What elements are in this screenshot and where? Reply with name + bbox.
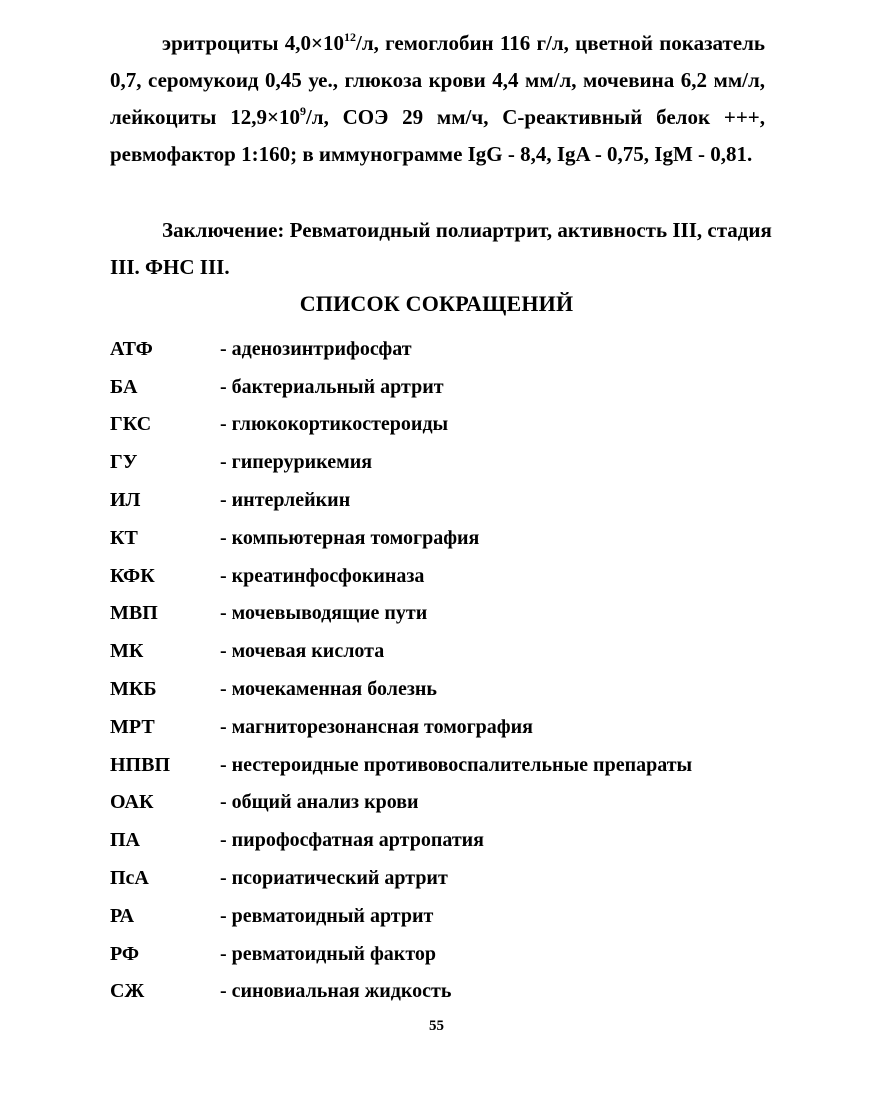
lab-results-paragraph [110,25,765,173]
abbreviation-definition: - мочевыводящие пути [220,602,428,625]
abbreviation-term: ГКС [110,413,152,436]
abbreviation-term: РА [110,904,135,927]
abbreviation-definition: - глюкокортикостероиды [220,413,449,436]
abbreviation-definition: - ревматоидный фактор [220,942,436,965]
abbreviation-definition: - креатинфосфокиназа [220,564,425,587]
abbreviation-term: НПВП [110,753,171,776]
conclusion-paragraph [110,212,772,286]
abbreviation-definition: - магниторезонансная томография [220,715,533,738]
abbreviation-term: ГУ [110,451,138,474]
abbreviation-definition: - общий анализ крови [220,791,419,814]
abbreviation-definition: - синовиальная жидкость [220,980,452,1003]
abbreviation-row [110,443,810,481]
abbreviation-row [110,406,810,444]
text-segment: /л, СОЭ 29 мм/ч, С-реактивный белок +++, [305,105,765,129]
superscript: 12 [343,30,356,44]
abbreviation-definition: - аденозинтрифосфат [220,337,412,360]
abbreviation-definition: - мочекаменная болезнь [220,678,437,701]
abbreviation-row [110,784,810,822]
abbreviation-term: МРТ [110,715,155,738]
abbreviation-row [110,519,810,557]
abbreviation-term: ОАК [110,791,154,814]
abbreviation-term: АТФ [110,337,153,360]
abbreviation-row [110,330,810,368]
abbreviation-row [110,632,810,670]
paragraph-line [110,99,765,136]
page-number: 55 [429,1018,444,1034]
paragraph-line [110,25,765,62]
abbreviation-definition: - компьютерная томография [220,526,480,549]
abbreviation-row [110,973,810,1011]
abbreviation-row [110,821,810,859]
abbreviation-definition: - нестероидные противовоспалительные препараты [220,753,693,776]
abbreviation-term: МК [110,640,144,663]
paragraph-line: III. ФНС III. [110,255,230,279]
abbreviation-term: КФК [110,564,155,587]
abbreviation-row [110,557,810,595]
paragraph-line: 0,7, серомукоид 0,45 уе., глюкоза крови 4,4 мм/л, мочевина 6,2 мм/л, [110,68,765,92]
abbreviation-definition: - бактериальный артрит [220,375,444,398]
abbreviation-row [110,481,810,519]
abbreviation-definition: - гиперурикемия [220,451,373,474]
abbreviation-definition: - мочевая кислота [220,640,385,663]
text-segment: лейкоциты 12,9×10 [110,105,300,129]
abbreviation-term: БА [110,375,138,398]
abbreviation-definition: - интерлейкин [220,489,351,512]
abbreviation-row [110,935,810,973]
abbreviation-row [110,859,810,897]
abbreviation-term: МКБ [110,678,157,701]
abbreviation-term: КТ [110,526,138,549]
abbreviation-definition: - пирофосфатная артропатия [220,829,484,852]
abbreviation-term: ПсА [110,867,149,890]
abbreviation-row [110,746,810,784]
abbreviation-definition: - ревматоидный артрит [220,904,434,927]
abbreviation-term: СЖ [110,980,145,1003]
abbreviation-list [110,330,810,1010]
abbreviation-row [110,595,810,633]
line-text [162,31,765,55]
abbreviation-term: ПА [110,829,140,852]
abbreviation-row [110,708,810,746]
paragraph-line: Заключение: Ревматоидный полиартрит, активность III, стадия [162,218,772,242]
abbreviation-term: РФ [110,942,140,965]
paragraph-line: ревмофактор 1:160; в иммунограмме IgG - 8,4, IgA - 0,75, IgM - 0,81. [110,142,753,166]
text-segment: /л, гемоглобин 116 г/л, цветной показатель [355,31,765,55]
superscript: 9 [299,104,306,118]
abbreviation-term: МВП [110,602,158,625]
abbreviation-row [110,368,810,406]
abbreviation-definition: - псориатический артрит [220,867,448,890]
section-heading: СПИСОК СОКРАЩЕНИЙ [299,291,574,316]
abbreviation-term: ИЛ [110,489,141,512]
abbreviation-row [110,670,810,708]
text-segment: эритроциты 4,0×10 [162,31,344,55]
abbreviation-row [110,897,810,935]
